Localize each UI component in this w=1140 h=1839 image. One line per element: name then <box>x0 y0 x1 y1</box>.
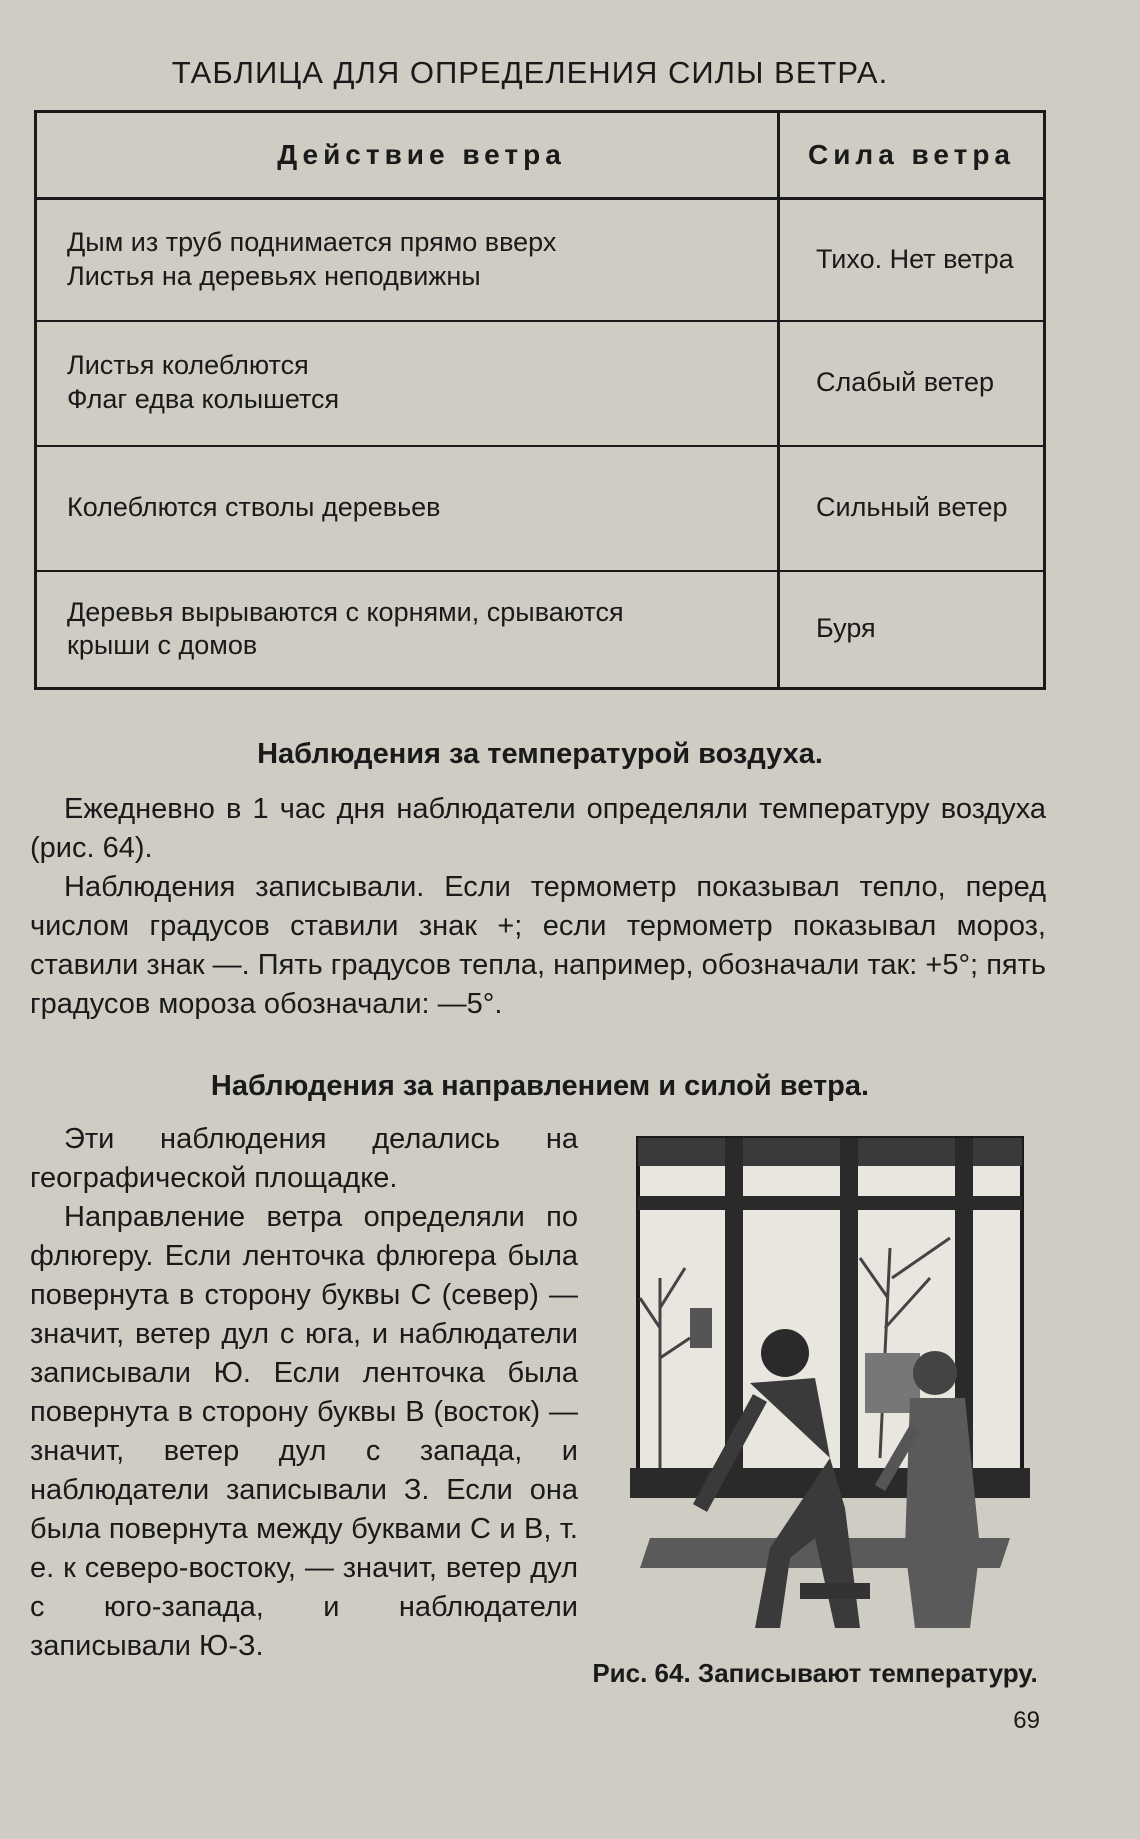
force-cell: Тихо. Нет ветра <box>779 199 1045 321</box>
action-line: Листья колеблются <box>67 350 309 381</box>
illustration-children-at-window <box>630 1128 1030 1650</box>
table-row <box>36 571 1045 689</box>
table-title: ТАБЛИЦА ДЛЯ ОПРЕДЕЛЕНИЯ СИЛЫ ВЕТРА. <box>171 55 889 90</box>
force-cell: Сильный ветер <box>779 446 1045 571</box>
force-cell: Буря <box>816 613 876 644</box>
action-cell <box>36 199 779 321</box>
paragraph: Направление ветра определяли по флюгеру. Если ленточка флюгера была повернута в сторону буквы С (север) — значит, ветер дул с юга, и наблюдатели записывали Ю. Если ленточка была повернута в сторону буквы В (восток) — значит, ветер дул с запада, и наблюдатели записывали З. Если она была повернута между буквами С и В, т. е. к северо-востоку, — значит, ветер дул с юго-запада, и наблюдатели записывали Ю-З. <box>30 1201 578 1662</box>
table-row <box>36 446 1045 571</box>
force-cell: Слабый ветер <box>779 321 1045 446</box>
header-force: Сила ветра <box>779 112 1045 199</box>
action-cell <box>36 446 779 571</box>
temperature-text <box>30 790 1046 1024</box>
header-action: Действие ветра <box>36 112 779 199</box>
wind-force-table <box>34 110 1046 690</box>
action-cell <box>36 321 779 446</box>
paragraph: Наблюдения записывали. Если термометр показывал тепло, перед числом градусов ставили знак +; если термометр показывал мороз, ставили знак —. Пять градусов тепла, например, обозначали так: +5°; пять градусов мороза обозначали: —5°. <box>30 871 1046 1020</box>
action-line: Дым из труб поднимается прямо вверх <box>67 227 557 257</box>
table-header-row <box>36 112 1045 199</box>
paragraph: Эти наблюдения делались на географической площадке. <box>30 1123 578 1194</box>
figure-caption: Рис. 64. Записывают температуру. <box>592 1658 1038 1688</box>
table-row <box>36 321 1045 446</box>
action-line: крыши с домов <box>67 630 258 661</box>
action-line: Листья на деревьях неподвижны <box>67 260 481 291</box>
page-number: 69 <box>1013 1707 1040 1734</box>
paragraph: Ежедневно в 1 час дня наблюдатели определяли температуру воздуха (рис. 64). <box>30 793 1046 864</box>
wind-text <box>30 1120 578 1666</box>
action-cell <box>36 571 779 689</box>
action-line: Флаг едва колышется <box>67 384 340 414</box>
action-line: Деревья вырываются с корнями, срываются <box>67 596 624 627</box>
section-title-temperature: Наблюдения за температурой воздуха. <box>257 738 823 770</box>
table-row <box>36 199 1045 321</box>
section-title-wind: Наблюдения за направлением и силой ветра. <box>210 1070 870 1102</box>
action-line: Колеблются стволы деревьев <box>67 492 441 523</box>
